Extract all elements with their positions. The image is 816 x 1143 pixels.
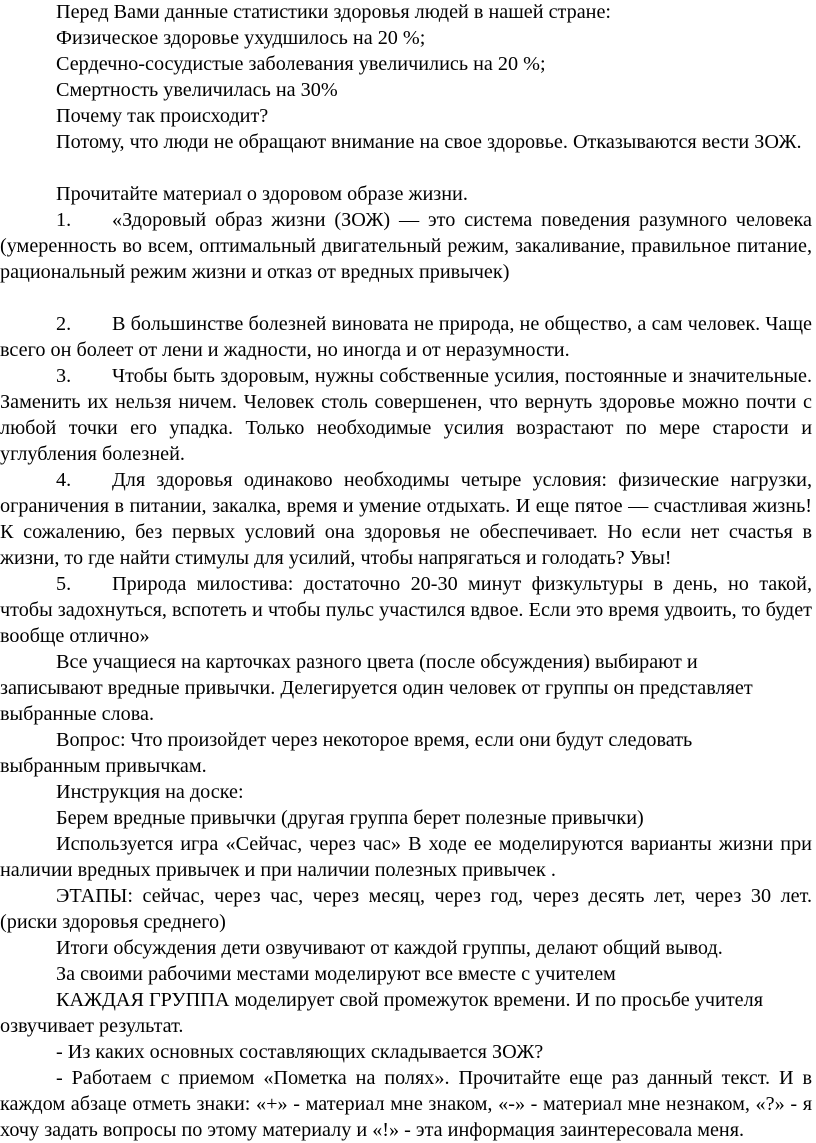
intro-line-3: Сердечно-сосудистые заболевания увеличились на 20 %; (56, 53, 546, 75)
numbered-item-4 (0, 467, 812, 571)
paragraph-board-instruction: Инструкция на доске: (56, 781, 244, 803)
item-number: 3. (56, 365, 72, 387)
paragraph-game: Используется игра «Сейчас, через час» В ходе ее моделируются варианты жизни при наличии вредных привычек и при наличии полезных привычек . (0, 833, 812, 881)
intro-paragraph-reason: Потому, что люди не обращают внимание на свое здоровье. Отказываются вести ЗОЖ. (56, 131, 802, 153)
item-number: 1. (56, 209, 72, 231)
numbered-item-3 (0, 363, 812, 467)
item-number: 2. (56, 313, 72, 335)
item-text: Для здоровья одинаково необходимы четыре условия: физические нагрузки, ограничения в питании, закалка, время и умение отдыхать. И еще пятое — счастливая жизнь! К сожалению, без первых условий она здоровья не обеспечивает. Но если нет счастья в жизни, то где найти стимулы для усилий, чтобы напрягаться и голодать? Увы! (0, 469, 812, 569)
item-text: В большинстве болезней виновата не природа, не общество, а сам человек. Чаще всего он болеет от лени и жадности, но иногда и от неразумности. (0, 313, 812, 361)
paragraph-stages: ЭТАПЫ: сейчас, через час, через месяц, через год, через десять лет, через 30 лет. (риски здоровья среднего) (0, 885, 812, 933)
paragraph-results: Итоги обсуждения дети озвучивают от каждой группы, делают общий вывод. (56, 937, 723, 959)
item-text: Природа милостива: достаточно 20-30 минут физкультуры в день, но такой, чтобы задохнуться, вспотеть и чтобы пульс участился вдвое. Если это время удвоить, то будет вообще отлично» (0, 573, 812, 647)
item-number: 4. (56, 469, 72, 491)
item-text: Чтобы быть здоровым, нужны собственные усилия, постоянные и значительные. Заменить их нельзя ничем. Человек столь совершенен, что вернуть здоровье можно почти с любой точки его упадка. Только необходимые усилия возрастают по мере старости и углубления болезней. (0, 365, 812, 465)
intro-line-5: Почему так происходит? (56, 105, 269, 127)
intro-line-1: Перед Вами данные статистики здоровья людей в нашей стране: (56, 1, 612, 23)
item-number: 5. (56, 573, 72, 595)
paragraph-margin-notes: - Работаем с приемом «Пометка на полях». Прочитайте еще раз данный текст. И в каждом абзаце отметь знаки: «+» - материал мне знаком, «-» - материал мне незнаком, «?» - я хочу задать вопросы по этому материалу и «!» - эта информация заинтересовала меня. (0, 1067, 812, 1141)
paragraph-bad-habits: Берем вредные привычки (другая группа берет полезные привычки) (56, 807, 644, 829)
paragraph-cards: Все учащиеся на карточках разного цвета (после обсуждения) выбирают и записывают вредные привычки. Делегируется один человек от группы он представляет выбранные слова. (0, 651, 753, 725)
intro-line-4: Смертность увеличилась на 30% (56, 79, 338, 101)
numbered-item-1 (0, 207, 812, 285)
numbered-item-5 (0, 571, 812, 649)
paragraph-question-zozh: - Из каких основных составляющих складывается ЗОЖ? (56, 1041, 544, 1063)
numbered-item-2 (0, 311, 812, 363)
paragraph-question: Вопрос: Что произойдет через некоторое время, если они будут следовать выбранным привычкам. (0, 729, 693, 777)
item-text: «Здоровый образ жизни (ЗОЖ) — это система поведения разумного человека (умеренность во всем, оптимальный двигательный режим, закаливание, правильное питание, рациональный режим жизни и отказ от вредных привычек) (0, 209, 812, 283)
intro-line-2: Физическое здоровье ухудшилось на 20 %; (56, 27, 426, 49)
paragraph-each-group: КАЖДАЯ ГРУППА моделирует свой промежуток времени. И по просьбе учителя озвучивает результат. (0, 989, 763, 1037)
intro-line-read: Прочитайте материал о здоровом образе жизни. (56, 183, 468, 205)
paragraph-workplaces: За своими рабочими местами моделируют все вместе с учителем (56, 963, 616, 985)
